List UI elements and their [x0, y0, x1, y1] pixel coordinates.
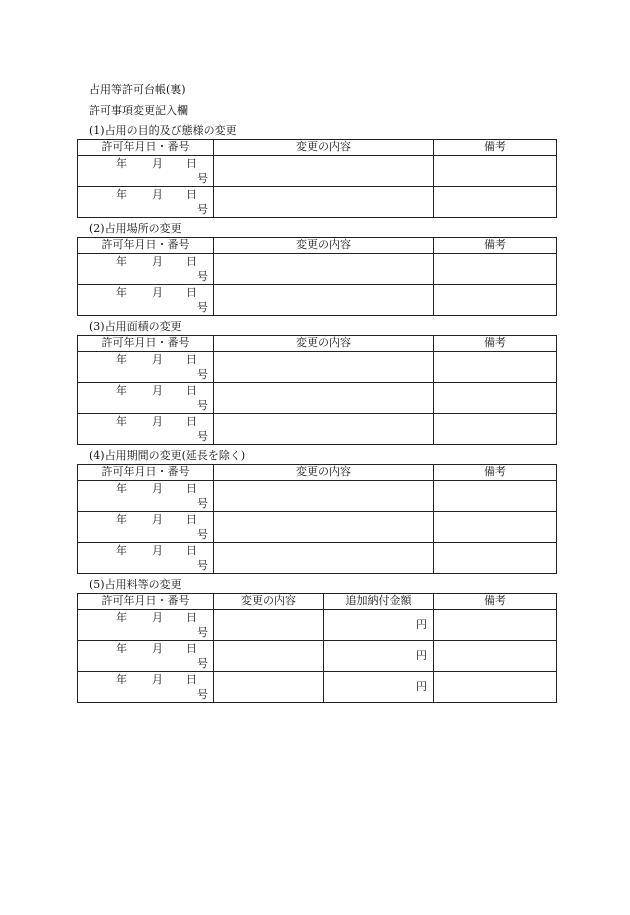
- month-label: 月: [152, 482, 163, 495]
- date-number-cell[interactable]: [78, 512, 214, 543]
- table-header-row: [78, 594, 557, 610]
- number-label: 号: [197, 172, 208, 185]
- day-label: 日: [186, 642, 197, 655]
- remarks-cell[interactable]: [434, 383, 557, 414]
- change-content-cell[interactable]: [214, 481, 434, 512]
- table-row: [78, 543, 557, 574]
- section-2-title: (2)占用場所の変更: [89, 222, 182, 235]
- number-label: 号: [197, 626, 208, 639]
- date-number-header: 許可年月日・番号: [78, 336, 214, 352]
- table-row: [78, 187, 557, 218]
- number-label: 号: [197, 528, 208, 541]
- table-header-row: [78, 336, 557, 352]
- change-content-header: 変更の内容: [214, 465, 434, 481]
- additional-payment-cell[interactable]: [324, 672, 434, 703]
- table-row: [78, 383, 557, 414]
- remarks-cell[interactable]: [434, 672, 557, 703]
- number-label: 号: [197, 559, 208, 572]
- section-4-title: (4)占用期間の変更(延長を除く): [89, 449, 246, 462]
- day-label: 日: [186, 255, 197, 268]
- day-label: 日: [186, 482, 197, 495]
- change-content-cell[interactable]: [214, 187, 434, 218]
- table-row: [78, 156, 557, 187]
- date-number-cell[interactable]: [78, 352, 214, 383]
- number-label: 号: [197, 270, 208, 283]
- remarks-cell[interactable]: [434, 156, 557, 187]
- change-content-cell[interactable]: [214, 383, 434, 414]
- page-title: 占用等許可台帳(裏): [89, 83, 186, 96]
- number-label: 号: [197, 657, 208, 670]
- table-row: [78, 254, 557, 285]
- section-5-title: (5)占用料等の変更: [89, 578, 182, 591]
- date-number-cell[interactable]: [78, 285, 214, 316]
- year-label: 年: [116, 157, 127, 170]
- additional-payment-cell[interactable]: [324, 641, 434, 672]
- change-content-cell[interactable]: [214, 610, 324, 641]
- yen-label: 円: [416, 618, 427, 631]
- year-label: 年: [116, 188, 127, 201]
- change-content-cell[interactable]: [214, 672, 324, 703]
- year-label: 年: [116, 544, 127, 557]
- remarks-header: 備考: [434, 594, 557, 610]
- day-label: 日: [186, 188, 197, 201]
- date-number-cell[interactable]: [78, 254, 214, 285]
- section-4-table: [77, 464, 557, 574]
- year-label: 年: [116, 642, 127, 655]
- date-number-cell[interactable]: [78, 414, 214, 445]
- day-label: 日: [186, 544, 197, 557]
- year-label: 年: [116, 482, 127, 495]
- remarks-cell[interactable]: [434, 285, 557, 316]
- section-3-title: (3)占用面積の変更: [89, 320, 182, 333]
- table-row: [78, 481, 557, 512]
- remarks-cell[interactable]: [434, 187, 557, 218]
- table-header-row: [78, 465, 557, 481]
- year-label: 年: [116, 415, 127, 428]
- remarks-cell[interactable]: [434, 610, 557, 641]
- section-3-table: [77, 335, 557, 445]
- date-number-header: 許可年月日・番号: [78, 465, 214, 481]
- day-label: 日: [186, 415, 197, 428]
- day-label: 日: [186, 673, 197, 686]
- date-number-header: 許可年月日・番号: [78, 594, 214, 610]
- number-label: 号: [197, 301, 208, 314]
- month-label: 月: [152, 255, 163, 268]
- day-label: 日: [186, 384, 197, 397]
- table-row: [78, 610, 557, 641]
- number-label: 号: [197, 430, 208, 443]
- change-content-cell[interactable]: [214, 156, 434, 187]
- remarks-header: 備考: [434, 336, 557, 352]
- additional-payment-header: 追加納付金額: [324, 594, 434, 610]
- number-label: 号: [197, 368, 208, 381]
- change-content-header: 変更の内容: [214, 594, 324, 610]
- day-label: 日: [186, 157, 197, 170]
- month-label: 月: [152, 544, 163, 557]
- table-row: [78, 285, 557, 316]
- number-label: 号: [197, 203, 208, 216]
- month-label: 月: [152, 157, 163, 170]
- number-label: 号: [197, 399, 208, 412]
- year-label: 年: [116, 384, 127, 397]
- page-subtitle: 許可事項変更記入欄: [89, 104, 188, 117]
- date-number-cell[interactable]: [78, 187, 214, 218]
- remarks-cell[interactable]: [434, 481, 557, 512]
- year-label: 年: [116, 673, 127, 686]
- date-number-cell[interactable]: [78, 383, 214, 414]
- change-content-cell[interactable]: [214, 543, 434, 574]
- remarks-header: 備考: [434, 140, 557, 156]
- change-content-cell[interactable]: [214, 414, 434, 445]
- month-label: 月: [152, 611, 163, 624]
- date-number-cell[interactable]: [78, 481, 214, 512]
- section-1-title: (1)占用の目的及び態様の変更: [89, 124, 237, 137]
- number-label: 号: [197, 497, 208, 510]
- date-number-header: 許可年月日・番号: [78, 238, 214, 254]
- table-row: [78, 641, 557, 672]
- change-content-cell[interactable]: [214, 254, 434, 285]
- day-label: 日: [186, 611, 197, 624]
- date-number-cell[interactable]: [78, 672, 214, 703]
- change-content-header: 変更の内容: [214, 336, 434, 352]
- year-label: 年: [116, 611, 127, 624]
- month-label: 月: [152, 513, 163, 526]
- day-label: 日: [186, 353, 197, 366]
- date-number-cell[interactable]: [78, 610, 214, 641]
- year-label: 年: [116, 286, 127, 299]
- remarks-cell[interactable]: [434, 543, 557, 574]
- remarks-cell[interactable]: [434, 352, 557, 383]
- month-label: 月: [152, 384, 163, 397]
- day-label: 日: [186, 286, 197, 299]
- month-label: 月: [152, 353, 163, 366]
- table-row: [78, 414, 557, 445]
- additional-payment-cell[interactable]: [324, 610, 434, 641]
- change-content-cell[interactable]: [214, 641, 324, 672]
- month-label: 月: [152, 415, 163, 428]
- section-1-table: [77, 139, 557, 218]
- month-label: 月: [152, 286, 163, 299]
- remarks-header: 備考: [434, 465, 557, 481]
- date-number-cell[interactable]: [78, 156, 214, 187]
- date-number-cell[interactable]: [78, 641, 214, 672]
- remarks-cell[interactable]: [434, 414, 557, 445]
- table-row: [78, 352, 557, 383]
- change-content-cell[interactable]: [214, 285, 434, 316]
- table-row: [78, 672, 557, 703]
- year-label: 年: [116, 353, 127, 366]
- month-label: 月: [152, 673, 163, 686]
- month-label: 月: [152, 188, 163, 201]
- date-number-cell[interactable]: [78, 543, 214, 574]
- change-content-header: 変更の内容: [214, 140, 434, 156]
- table-header-row: [78, 238, 557, 254]
- remarks-cell[interactable]: [434, 254, 557, 285]
- yen-label: 円: [416, 680, 427, 693]
- table-header-row: [78, 140, 557, 156]
- section-5-table: [77, 593, 557, 703]
- table-row: [78, 512, 557, 543]
- year-label: 年: [116, 513, 127, 526]
- change-content-cell[interactable]: [214, 512, 434, 543]
- month-label: 月: [152, 642, 163, 655]
- date-number-header: 許可年月日・番号: [78, 140, 214, 156]
- year-label: 年: [116, 255, 127, 268]
- change-content-cell[interactable]: [214, 352, 434, 383]
- number-label: 号: [197, 688, 208, 701]
- change-content-header: 変更の内容: [214, 238, 434, 254]
- day-label: 日: [186, 513, 197, 526]
- section-2-table: [77, 237, 557, 316]
- remarks-cell[interactable]: [434, 641, 557, 672]
- yen-label: 円: [416, 649, 427, 662]
- remarks-header: 備考: [434, 238, 557, 254]
- remarks-cell[interactable]: [434, 512, 557, 543]
